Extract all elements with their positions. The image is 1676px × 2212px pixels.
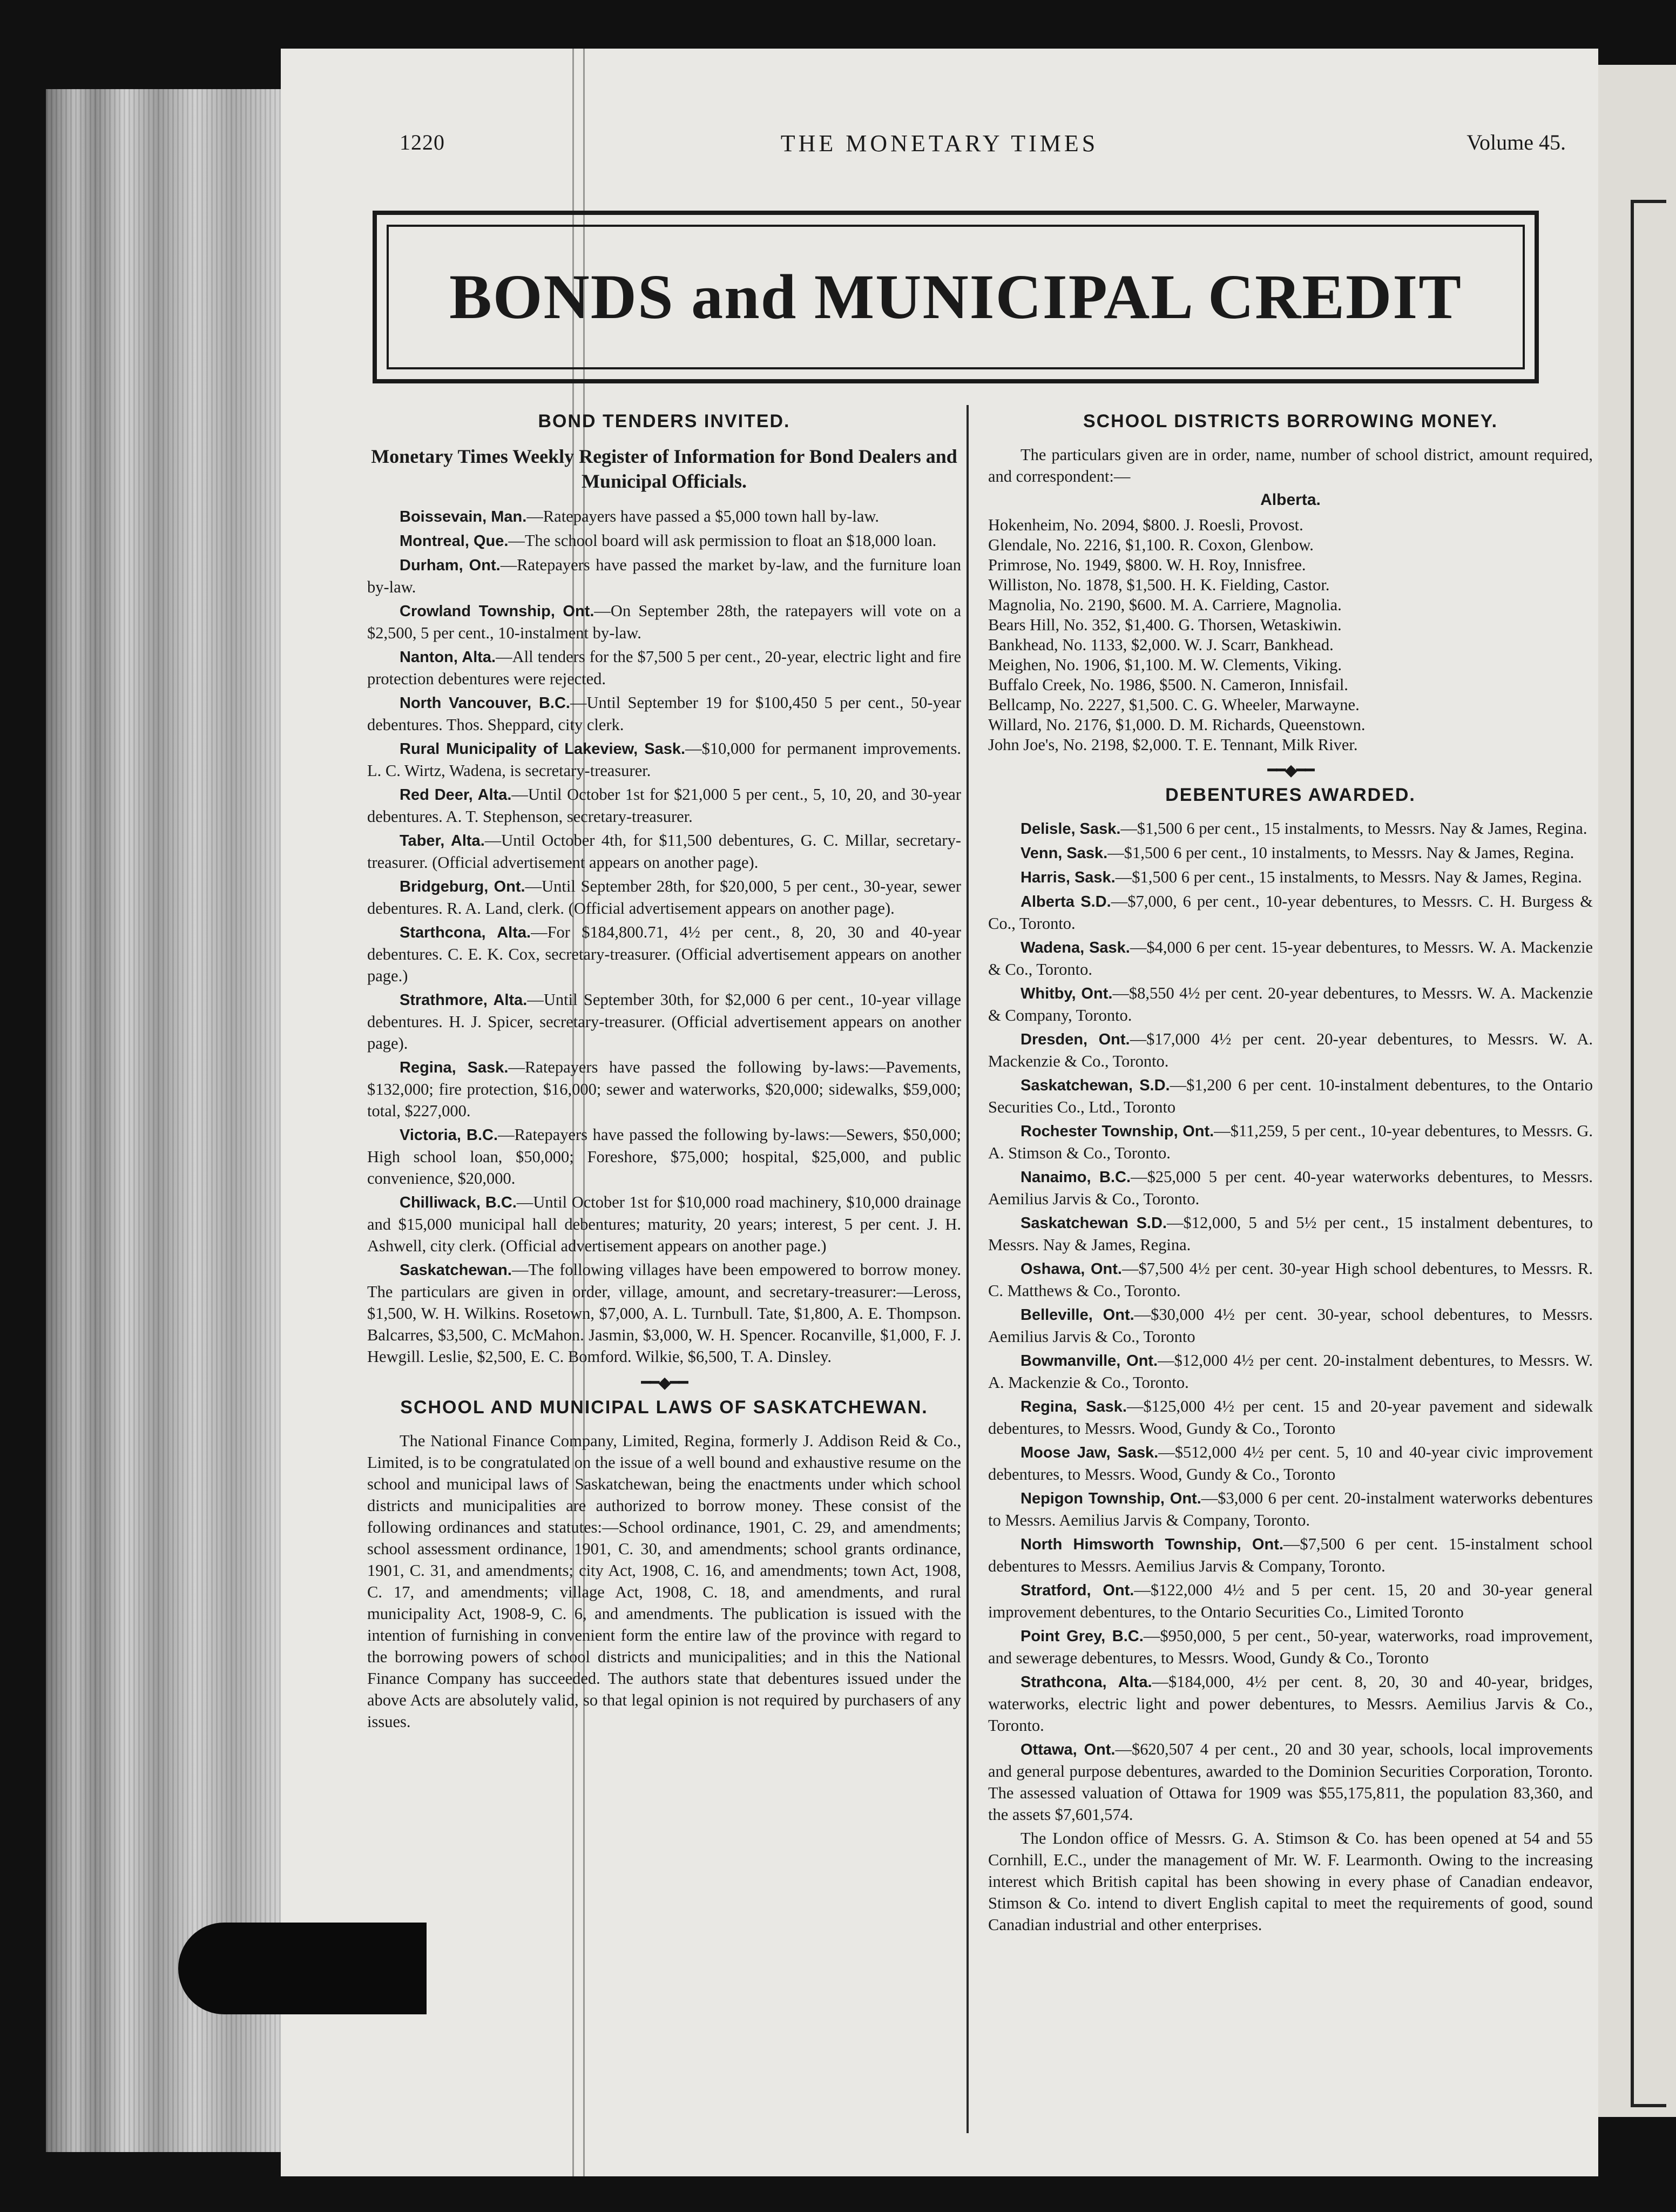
tender-entries bbox=[367, 505, 961, 1367]
book-clip bbox=[178, 1923, 427, 2014]
entry-text: —$12,000 4½ per cent. 20-instalment debentures, to Messrs. W. A. Mackenzie & Co., Toronto. bbox=[988, 1351, 1593, 1392]
entry-place: Crowland Township, Ont. bbox=[400, 603, 594, 620]
district-item: Primrose, No. 1949, $800. W. H. Roy, Innisfree. bbox=[988, 556, 1306, 574]
entry-text: —The following villages have been empowered to borrow money. The particulars are given in order, village, amount, and secretary-treasurer:—Leross, $1,500, W. H. Wilkins. Rosetown, $7,000, A. L. Turnbull. Tate, $1,800, A. E. Thompson. Balcarres, $3,500, C. McMahon. Jasmin, $3,000, W. H. Spencer. Rocanville, $1,000, F. J. Hewgill. Leslie, $2,500, E. C. Bomford. Wilkie, $6,500, T. A. Dinsley. bbox=[367, 1260, 961, 1366]
entry-place: Whitby, Ont. bbox=[1021, 985, 1113, 1002]
list-item bbox=[988, 1212, 1593, 1256]
entry-text: —$512,000 4½ per cent. 5, 10 and 40-year civic improvement debentures, to Messrs. Wood, Gundy & Co., Toronto bbox=[988, 1443, 1593, 1483]
entry-place: Chilliwack, B.C. bbox=[400, 1194, 517, 1211]
district-item: Magnolia, No. 2190, $600. M. A. Carriere, Magnolia. bbox=[988, 596, 1342, 614]
entry-place: North Himsworth Township, Ont. bbox=[1021, 1536, 1283, 1553]
list-item bbox=[367, 1259, 961, 1367]
entry-text: —$4,000 6 per cent. 15-year debentures, to Messrs. W. A. Mackenzie & Co., Toronto. bbox=[988, 938, 1593, 979]
entry-text: —$620,507 4 per cent., 20 and 30 year, schools, local improvements and general purpose debentures, awarded to the Dominion Securities Corporation, Toronto. The assessed valuation of Ottawa for 1909 was $55,175,811, the population 83,360, and the assets $7,601,574. bbox=[988, 1740, 1593, 1824]
list-item bbox=[367, 600, 961, 644]
list-item bbox=[988, 842, 1593, 864]
right-column bbox=[988, 410, 1593, 1938]
entry-place: Montreal, Que. bbox=[400, 532, 509, 550]
entry-place: Rural Municipality of Lakeview, Sask. bbox=[400, 740, 686, 758]
entry-place: Saskatchewan, S.D. bbox=[1021, 1077, 1170, 1094]
list-item bbox=[367, 505, 961, 528]
entry-text: —Until September 30th, for $2,000 6 per cent., 10-year village debentures. H. J. Spicer, secretary-treasurer. (Official advertisement appears on another page). bbox=[367, 990, 961, 1053]
list-item bbox=[988, 1738, 1593, 1825]
list-item bbox=[988, 982, 1593, 1026]
column-divider bbox=[967, 405, 969, 2133]
list-item bbox=[988, 818, 1593, 840]
entry-place: North Vancouver, B.C. bbox=[400, 694, 570, 712]
entry-text: —Until October 1st for $21,000 5 per cent., 5, 10, 20, and 30-year debentures. A. T. Stephenson, secretary-treasurer. bbox=[367, 785, 961, 826]
entry-text: —Until September 28th, for $20,000, 5 per cent., 30-year, sewer debentures. R. A. Land, clerk. (Official advertisement appears on another page). bbox=[367, 877, 962, 918]
entry-text: —The school board will ask permission to float an $18,000 loan. bbox=[508, 531, 937, 550]
school-districts-title: SCHOOL DISTRICTS BORROWING MONEY. bbox=[1083, 411, 1498, 431]
list-item bbox=[988, 936, 1593, 980]
district-item: John Joe's, No. 2198, $2,000. T. E. Tennant, Milk River. bbox=[988, 736, 1358, 754]
entry-place: Venn, Sask. bbox=[1021, 845, 1108, 862]
list-item bbox=[988, 891, 1593, 934]
entry-text: —Until October 1st for $10,000 road machinery, $10,000 drainage and $15,000 municipal hall debentures; maturity, 20 years; interest, 5 per cent. J. H. Ashwell, city clerk. (Official advertisement appears on another page.) bbox=[367, 1193, 961, 1255]
district-item: Glendale, No. 2216, $1,100. R. Coxon, Glenbow. bbox=[988, 536, 1314, 554]
entry-place: Bridgeburg, Ont. bbox=[400, 878, 525, 895]
page-number: 1220 bbox=[400, 130, 445, 154]
entry-place: Oshawa, Ont. bbox=[1021, 1260, 1122, 1278]
entry-text: —$125,000 4½ per cent. 15 and 20-year pavement and sidewalk debentures, to Messrs. Wood, Gundy & Co., Toronto bbox=[988, 1397, 1593, 1438]
entry-place: Regina, Sask. bbox=[400, 1059, 509, 1076]
district-item: Bellcamp, No. 2227, $1,500. C. G. Wheeler, Marwayne. bbox=[988, 696, 1360, 714]
entry-place: Harris, Sask. bbox=[1021, 869, 1116, 886]
entry-text: —$17,000 4½ per cent. 20-year debentures, to Messrs. W. A. Mackenzie & Co., Toronto. bbox=[988, 1030, 1593, 1070]
district-item: Meighen, No. 1906, $1,100. M. W. Clements, Viking. bbox=[988, 656, 1342, 674]
entry-place: Nepigon Township, Ont. bbox=[1021, 1490, 1201, 1507]
entry-text: —On September 28th, the ratepayers will vote on a $2,500, 5 per cent., 10-instalment by-law. bbox=[367, 602, 961, 642]
list-item bbox=[367, 1056, 961, 1122]
entry-place: Durham, Ont. bbox=[400, 557, 501, 574]
entry-place: Delisle, Sask. bbox=[1021, 820, 1121, 838]
list-item bbox=[988, 1441, 1593, 1485]
list-item bbox=[988, 1625, 1593, 1669]
debentures-awarded-title: DEBENTURES AWARDED. bbox=[1165, 785, 1416, 805]
list-item bbox=[988, 1074, 1593, 1118]
adjacent-page-frame bbox=[1631, 200, 1666, 2107]
entry-place: Stratford, Ont. bbox=[1021, 1582, 1134, 1599]
list-item bbox=[367, 1124, 961, 1189]
list-item bbox=[367, 989, 961, 1054]
entry-place: Wadena, Sask. bbox=[1021, 939, 1130, 956]
entry-text: —Ratepayers have passed the market by-law, and the furniture loan by-law. bbox=[367, 556, 962, 596]
entry-place: Ottawa, Ont. bbox=[1021, 1741, 1116, 1758]
district-item: Buffalo Creek, No. 1986, $500. N. Cameron, Innisfail. bbox=[988, 676, 1348, 694]
list-item bbox=[988, 1304, 1593, 1347]
district-item: Bears Hill, No. 352, $1,400. G. Thorsen, Wetaskiwin. bbox=[988, 616, 1342, 634]
entry-text: —$7,500 4½ per cent. 30-year High school debentures, to Messrs. R. C. Matthews & Co., Toronto. bbox=[988, 1259, 1593, 1300]
entry-text: —Until September 19 for $100,450 5 per cent., 50-year debentures. Thos. Sheppard, city clerk. bbox=[367, 693, 961, 734]
entry-place: Nanton, Alta. bbox=[400, 649, 496, 666]
district-item: Bankhead, No. 1133, $2,000. W. J. Scarr, Bankhead. bbox=[988, 636, 1334, 654]
list-item bbox=[988, 1028, 1593, 1072]
entry-place: Strathmore, Alta. bbox=[400, 992, 528, 1009]
entry-place: Saskatchewan S.D. bbox=[1021, 1215, 1167, 1232]
entry-text: —Ratepayers have passed a $5,000 town hall by-law. bbox=[526, 507, 880, 525]
list-item bbox=[367, 784, 961, 827]
entry-text: —$1,500 6 per cent., 10 instalments, to Messrs. Nay & James, Regina. bbox=[1107, 844, 1574, 862]
entry-text: —$1,500 6 per cent., 15 instalments, to Messrs. Nay & James, Regina. bbox=[1120, 819, 1587, 838]
book-page-edges bbox=[46, 89, 294, 2152]
laws-paragraph: The National Finance Company, Limited, Regina, formerly J. Addison Reid & Co., Limited, is to be congratulated on the issue of a well bound and exhaustive resume on the school and municipal laws of Saskatchewan, being the enactments under which school districts and municipalities are authorized to borrow money. These consist of the following ordinances and statutes:—School ordinance, 1901, C. 29, and amendments; school assessment ordinance, 1901, C. 30, and amendments; school grants ordinance, 1901, C. 31, and amendments; city Act, 1908, C. 16, and amendments; town Act, 1908, C. 17, and amendments; village Act, 1908, C. 18, and amendments, and rural municipality Act, 1908-9, C. 6, and amendments. The publication is issued with the intention of furnishing in convenient form the entire law of the province with regard to the borrowing powers of school districts and municipalities; and in this the National Finance Company has succeeded. The authors state that debentures issued under the above Acts are absolutely valid, so that legal opinion is not required by purchasers of any issues. bbox=[367, 1432, 961, 1731]
laws-title: SCHOOL AND MUNICIPAL LAWS OF SASKATCHEWAN. bbox=[400, 1397, 928, 1418]
ornament-divider: ━━◆━━ bbox=[1267, 761, 1314, 779]
district-list bbox=[988, 515, 1593, 755]
list-item bbox=[988, 1579, 1593, 1623]
ornament-divider: ━━◆━━ bbox=[641, 1374, 687, 1392]
entry-place: Rochester Township, Ont. bbox=[1021, 1123, 1214, 1140]
list-item bbox=[367, 830, 961, 873]
entry-place: Taber, Alta. bbox=[400, 832, 485, 849]
list-item bbox=[367, 646, 961, 690]
entry-place: Starthcona, Alta. bbox=[400, 924, 531, 941]
closing-paragraph: The London office of Messrs. G. A. Stimson & Co. has been opened at 54 and 55 Cornhill, E.C., under the management of Mr. W. F. Learmonth. Owing to the increasing interest which British capital has been showing in every phase of Canadian endeavor, Stimson & Co. intend to divert English capital to meet the requirements of good, sound Canadian industrial and other enterprises. bbox=[988, 1829, 1593, 1934]
entry-text: —$1,200 6 per cent. 10-instalment debentures, to the Ontario Securities Co., Ltd., Toronto bbox=[988, 1076, 1593, 1116]
entry-place: Red Deer, Alta. bbox=[400, 786, 512, 804]
section-banner bbox=[373, 211, 1539, 383]
entry-text: —$7,000, 6 per cent., 10-year debentures, to Messrs. C. H. Burgess & Co., Toronto. bbox=[988, 892, 1593, 933]
left-column bbox=[367, 410, 961, 1735]
entry-place: Boissevain, Man. bbox=[400, 508, 527, 525]
entry-text: —$3,000 6 per cent. 20-instalment waterworks debentures to Messrs. Aemilius Jarvis & Company, Toronto. bbox=[988, 1489, 1593, 1529]
entry-text: —$12,000, 5 and 5½ per cent., 15 instalment debentures, to Messrs. Nay & James, Regina. bbox=[988, 1213, 1593, 1254]
list-item bbox=[367, 921, 961, 987]
district-item: Williston, No. 1878, $1,500. H. K. Fielding, Castor. bbox=[988, 576, 1330, 594]
entry-place: Alberta S.D. bbox=[1021, 893, 1111, 911]
entry-text: —$25,000 5 per cent. 40-year waterworks debentures, to Messrs. Aemilius Jarvis & Co., Toronto. bbox=[988, 1168, 1593, 1208]
list-item bbox=[367, 738, 961, 781]
list-item bbox=[367, 554, 961, 598]
school-districts-intro: The particulars given are in order, name, number of school district, amount required, and correspondent:— bbox=[988, 446, 1593, 485]
entry-place: Regina, Sask. bbox=[1021, 1398, 1127, 1415]
list-item bbox=[988, 1395, 1593, 1439]
list-item bbox=[367, 1191, 961, 1257]
entry-text: —$7,500 6 per cent. 15-instalment school debentures to Messrs. Aemilius Jarvis & Company, Toronto. bbox=[988, 1535, 1593, 1575]
list-item bbox=[988, 1120, 1593, 1164]
entry-text: —All tenders for the $7,500 5 per cent., 20-year, electric light and fire protection debentures were rejected. bbox=[367, 648, 961, 688]
list-item bbox=[988, 1487, 1593, 1531]
adjacent-page bbox=[1598, 65, 1676, 2117]
entry-place: Point Grey, B.C. bbox=[1021, 1628, 1144, 1645]
bond-tenders-title: BOND TENDERS INVITED. bbox=[538, 411, 790, 431]
entry-place: Dresden, Ont. bbox=[1021, 1031, 1130, 1048]
entry-text: —$8,550 4½ per cent. 20-year debentures, to Messrs. W. A. Mackenzie & Company, Toronto. bbox=[988, 984, 1593, 1024]
entry-text: —$30,000 4½ per cent. 30-year, school debentures, to Messrs. Aemilius Jarvis & Co., Toronto bbox=[988, 1305, 1593, 1346]
list-item bbox=[367, 692, 961, 736]
entry-place: Victoria, B.C. bbox=[400, 1127, 498, 1144]
volume-label: Volume 45. bbox=[1466, 130, 1566, 154]
entry-text: —$11,259, 5 per cent., 10-year debentures, to Messrs. G. A. Stimson & Co., Toronto. bbox=[988, 1122, 1593, 1162]
entry-text: —Ratepayers have passed the following by-laws:—Sewers, $50,000; High school loan, $50,000; Foreshore, $75,000; hospital, $25,000, and public convenience, $20,000. bbox=[367, 1125, 961, 1188]
entry-place: Strathcona, Alta. bbox=[1021, 1674, 1152, 1691]
list-item bbox=[988, 1258, 1593, 1301]
register-subtitle: Monetary Times Weekly Register of Information for Bond Dealers and Municipal Officials. bbox=[371, 446, 957, 492]
entry-text: —$950,000, 5 per cent., 50-year, waterworks, road improvement, and sewerage debentures, to Messrs. Wood, Gundy & Co., Toronto bbox=[988, 1627, 1593, 1667]
entry-place: Belleville, Ont. bbox=[1021, 1306, 1134, 1324]
list-item bbox=[988, 1166, 1593, 1210]
awarded-entries bbox=[988, 818, 1593, 1825]
entry-text: —For $184,800.71, 4½ per cent., 8, 20, 30 and 40-year debentures. C. E. K. Cox, secretary-treasurer. (Official advertisement appears on another page.) bbox=[367, 923, 961, 985]
entry-text: —Until October 4th, for $11,500 debentures, G. C. Millar, secretary-treasurer. (Official advertisement appears on another page). bbox=[367, 831, 961, 872]
entry-text: —$1,500 6 per cent., 15 instalments, to Messrs. Nay & James, Regina. bbox=[1115, 868, 1582, 886]
province-heading: Alberta. bbox=[1260, 491, 1321, 509]
list-item bbox=[367, 875, 961, 919]
list-item bbox=[367, 530, 961, 552]
magazine-page bbox=[281, 49, 1598, 2176]
district-item: Hokenheim, No. 2094, $800. J. Roesli, Provost. bbox=[988, 516, 1303, 534]
entry-text: —$184,000, 4½ per cent. 8, 20, 30 and 40-year, bridges, waterworks, electric light and power debentures, to Messrs. Aemilius Jarvis & Co., Toronto. bbox=[988, 1673, 1593, 1735]
entry-text: —$10,000 for permanent improvements. L. C. Wirtz, Wadena, is secretary-treasurer. bbox=[367, 739, 961, 780]
list-item bbox=[988, 1350, 1593, 1393]
banner-title: BONDS and MUNICIPAL CREDIT bbox=[449, 261, 1462, 332]
list-item bbox=[988, 1671, 1593, 1736]
entry-text: —$122,000 4½ and 5 per cent. 15, 20 and 30-year general improvement debentures, to the Ontario Securities Co., Limited Toronto bbox=[988, 1581, 1593, 1621]
list-item bbox=[988, 1533, 1593, 1577]
entry-place: Nanaimo, B.C. bbox=[1021, 1169, 1131, 1186]
entry-place: Moose Jaw, Sask. bbox=[1021, 1444, 1159, 1461]
district-item: Willard, No. 2176, $1,000. D. M. Richards, Queenstown. bbox=[988, 716, 1366, 734]
entry-text: —Ratepayers have passed the following by-laws:—Pavements, $132,000; fire protection, $16,000; sewer and waterworks, $20,000; sidewalks, $59,000; total, $227,000. bbox=[367, 1058, 961, 1120]
journal-title: THE MONETARY TIMES bbox=[780, 130, 1099, 157]
entry-place: Saskatchewan. bbox=[400, 1262, 512, 1279]
entry-place: Bowmanville, Ont. bbox=[1021, 1352, 1158, 1370]
list-item bbox=[988, 866, 1593, 888]
